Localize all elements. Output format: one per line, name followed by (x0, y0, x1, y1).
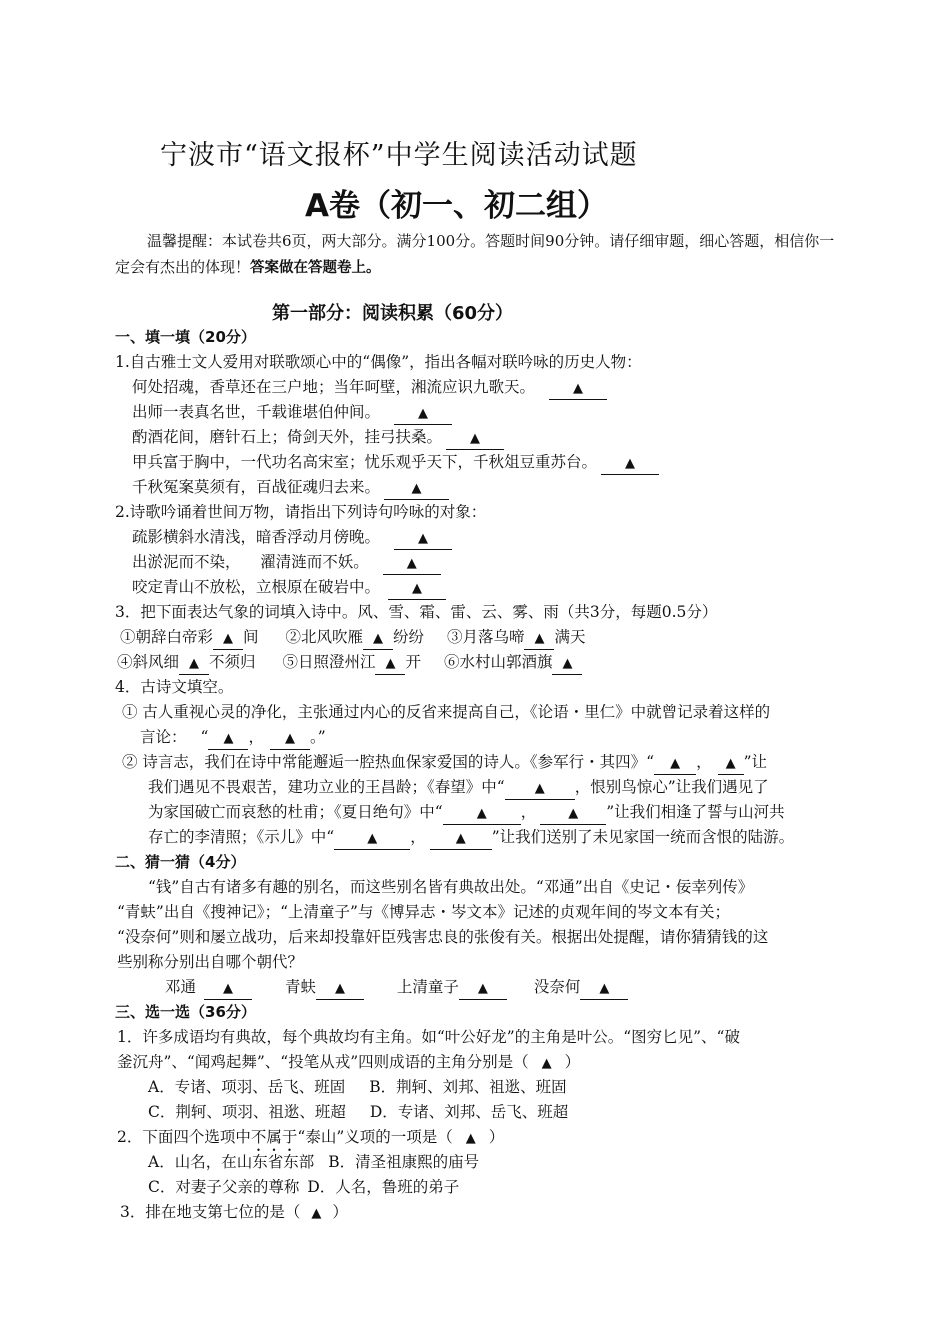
q4-p2-text2-end: ，恨别鸟惊心”让我们遇见了 (574, 778, 769, 796)
s3-q1-stem2 (117, 1050, 580, 1076)
q2-line-1 (132, 525, 452, 550)
q3-item-4-post: 不须归 (209, 653, 256, 671)
section1-heading: 一、填一填（20分） (115, 328, 256, 346)
answer-blank[interactable] (179, 652, 209, 675)
blank-mark: ▲ (223, 631, 234, 646)
blank-mark: ▲ (367, 831, 378, 846)
answer-blank[interactable] (375, 652, 405, 675)
answer-blank[interactable] (394, 402, 452, 425)
q1-line-2 (132, 400, 452, 425)
answer-blank[interactable] (394, 527, 452, 550)
q2-stem: 2.诗歌吟诵着世间万物，请指出下列诗句吟咏的对象： (115, 503, 487, 521)
blank-mark: ▲ (372, 631, 383, 646)
answer-blank[interactable] (383, 552, 441, 575)
q3-item-6-pre: ⑥水村山郭酒旗 (443, 653, 553, 671)
answer-blank[interactable] (654, 752, 696, 775)
q2-line-2 (132, 550, 441, 575)
option-a[interactable]: A．专诸、项羽、岳飞、班固 (148, 1078, 346, 1096)
blank-mark: ▲ (418, 406, 429, 421)
answer-blank[interactable] (552, 652, 582, 675)
q1-line-4-text: 甲兵富于胸中，一代功名高宋室；忧乐观乎天下，千秋俎豆重苏台。 (132, 453, 598, 471)
q1-line-3 (132, 425, 504, 450)
q4-p2-text2: 我们遇见不畏艰苦，建功立业的王昌龄；《春望》中“ (148, 778, 505, 796)
s2-para-line3: “没奈何”则和屡立战功，后来却投靠奸臣残害忠良的张俊有关。根据出处提醒，请你猜猜钱的这 (117, 928, 769, 946)
answer-blank[interactable] (718, 752, 744, 775)
s3-q1-stem2-text: 釜沉舟”、“闻鸡起舞”、“投笔从戎”四则成语的主角分别是（ (117, 1053, 529, 1071)
blank-mark: ▲ (670, 756, 681, 771)
option-a[interactable]: A．山名，在山东省东部 (148, 1153, 315, 1171)
blank-mark: ▲ (573, 381, 584, 396)
s3-q1-stem1: 1．许多成语均有典故，每个典故均有主角。如“叶公好龙”的主角是叶公。“图穷匕见”、“破 (117, 1028, 740, 1046)
blank-mark: ▲ (223, 981, 234, 996)
notice-text: 温馨提醒：本试卷共6页，两大部分。满分100分。答题时间90分钟。请仔细审题，细心答题，相信你一定会有杰出的体现！ (115, 232, 835, 276)
s3-q3-stem-end: ） (332, 1203, 348, 1221)
answer-blank[interactable] (334, 827, 410, 850)
q4-p2-text1: ② 诗言志，我们在诗中常能邂逅一腔热血保家爱国的诗人。《参军行・其四》“ (122, 753, 655, 771)
s3-q2-stem-post: “泰山”义项的一项是（ (297, 1128, 453, 1146)
s3-q3-stem-text: 3．排在地支第七位的是（ (120, 1203, 301, 1221)
blank-mark: ▲ (412, 581, 423, 596)
q3-item-1-pre: ①朝辞白帝彩 (120, 628, 214, 646)
option-b[interactable]: B．荆轲、刘邦、祖逖、班固 (369, 1078, 567, 1096)
blank-mark: ▲ (334, 981, 345, 996)
answer-blank[interactable] (363, 627, 393, 650)
q3-item-2-post: 纷纷 (392, 628, 424, 646)
q2-line-3-text: 咬定青山不放松，立根原在破岩中。 (132, 578, 381, 596)
blank-mark: ▲ (562, 656, 573, 671)
s3-q2-row1 (148, 1150, 479, 1174)
s3-q2-emphasis: 不属于 (250, 1128, 298, 1146)
s2-para-line2: “青蚨”出自《搜神记》；“上清童子”与《博异志・岑文本》记述的贞观年间的岑文本有关； (117, 903, 730, 921)
q4-p2-text1-end: ”让 (743, 753, 768, 771)
blank-mark: ▲ (470, 431, 481, 446)
answer-mark[interactable]: ▲ (541, 1056, 552, 1071)
q4-stem: 4．古诗文填空。 (115, 678, 234, 696)
q3-item-3-pre: ③月落乌啼 (446, 628, 525, 646)
s2-para-line4: 些别称分别出自哪个朝代？ (117, 953, 304, 971)
q3-item-1-post: 间 (243, 628, 259, 646)
answer-blank[interactable] (270, 727, 310, 750)
q4-p2-line4: 存亡的李清照；《示儿》中“ ▲ ， ▲ ”让我们送别了未见家国一统而含恨的陆游。 (148, 825, 794, 850)
answer-blank[interactable] (459, 977, 507, 1000)
q4-p2-text4: 存亡的李清照；《示儿》中“ (148, 828, 335, 846)
q2-line-3 (132, 575, 446, 600)
option-d[interactable]: D．人名，鲁班的弟子 (307, 1178, 460, 1196)
q1-line-1 (132, 375, 607, 400)
q3-stem: 3．把下面表达气象的词填入诗中。风、雪、霜、雷、云、雾、雨（共3分，每题0.5分） (115, 603, 718, 621)
answer-blank[interactable] (384, 477, 449, 500)
blank-mark: ▲ (476, 806, 487, 821)
option-d[interactable]: D．专诸、刘邦、岳飞、班超 (369, 1103, 569, 1121)
option-c[interactable]: C．荆轲、项羽、祖逖、班超 (148, 1103, 346, 1121)
blank-mark: ▲ (189, 656, 200, 671)
answer-blank[interactable] (601, 452, 659, 475)
blank-mark: ▲ (411, 481, 422, 496)
s3-q2-stem-end: ） (488, 1128, 505, 1146)
answer-blank[interactable] (505, 777, 575, 800)
q4-p2-text4-end: ”让我们送别了未见家国一统而含恨的陆游。 (491, 828, 795, 846)
blank-mark: ▲ (477, 981, 488, 996)
answer-mark[interactable]: ▲ (311, 1206, 322, 1221)
answer-blank[interactable] (446, 427, 504, 450)
q3-item-4-pre: ④斜风细 (117, 653, 180, 671)
blank-mark: ▲ (455, 831, 466, 846)
q1-line-2-text: 出师一表真名世，千载谁堪伯仲间。 (132, 403, 381, 421)
s3-q1-row1 (148, 1075, 567, 1099)
s2-para-line1: “钱”自古有诸多有趣的别名，而这些别名皆有典故出处。“邓通”出自《史记・佞幸列传》 (148, 878, 754, 896)
blank-mark: ▲ (385, 656, 396, 671)
q4-p1-label: 言论： (140, 728, 187, 746)
answer-blank[interactable] (580, 977, 628, 1000)
answer-blank[interactable] (316, 977, 364, 1000)
q3-item-5-post: 开 (405, 653, 421, 671)
q4-p1-line2: 言论： “ ▲ ， ▲ 。” (140, 725, 326, 750)
blank-mark: ▲ (223, 731, 234, 746)
q1-stem: 1.自古雅士文人爱用对联歌颂心中的“偶像”，指出各幅对联吟咏的历史人物： (115, 353, 642, 371)
s2-item-2: 青蚨 (284, 978, 316, 996)
q4-p2-line3: 为家国破亡而哀愁的杜甫；《夏日绝句》中“ ▲ ， ▲ ”让我们相逢了誓与山河共 (148, 800, 785, 825)
answer-blank[interactable] (549, 377, 607, 400)
answer-blank[interactable] (443, 802, 521, 825)
blank-mark: ▲ (599, 981, 610, 996)
q3-item-3-post: 满天 (554, 628, 586, 646)
blank-mark: ▲ (625, 456, 636, 471)
answer-blank[interactable] (208, 727, 248, 750)
answer-blank[interactable] (540, 802, 606, 825)
option-b[interactable]: B．清圣祖康熙的庙号 (328, 1153, 480, 1171)
option-c[interactable]: C．对妻子父亲的尊称 (148, 1178, 300, 1196)
page-title: 宁波市“语文报杯”中学生阅读活动试题 (160, 140, 638, 171)
q1-line-4 (132, 450, 659, 475)
s2-item-4: 没奈何 (533, 978, 581, 996)
q4-p2-text3-end: ”让我们相逢了誓与山河共 (606, 803, 785, 821)
s3-q2-stem-pre: 2．下面四个选项中 (117, 1128, 251, 1146)
q4-p2-text3: 为家国破亡而哀愁的杜甫；《夏日绝句》中“ (148, 803, 443, 821)
q3-item-5-pre: ⑤日照澄州江 (282, 653, 376, 671)
answer-blank[interactable] (204, 977, 252, 1000)
notice-paragraph (115, 228, 840, 281)
blank-mark: ▲ (534, 631, 545, 646)
part-heading: 第一部分：阅读积累（60分） (272, 303, 514, 324)
blank-mark: ▲ (568, 806, 579, 821)
section3-heading: 三、选一选（36分） (115, 1003, 256, 1021)
s3-q2-row2 (148, 1175, 459, 1199)
q3-item-2-pre: ②北风吹雁 (285, 628, 363, 646)
blank-mark: ▲ (284, 731, 295, 746)
q1-line-5 (132, 475, 449, 500)
q3-row-2 (117, 650, 582, 675)
answer-mark[interactable]: ▲ (465, 1131, 476, 1146)
s2-item-1: 邓通 (165, 978, 197, 996)
section2-heading: 二、猜一猜（4分） (115, 853, 246, 871)
q1-line-5-text: 千秋冤案莫须有，百战征魂归去来。 (132, 478, 381, 496)
q1-line-1-text: 何处招魂，香草还在三户地；当年呵壁，湘流应识九歌天。 (132, 378, 536, 396)
blank-mark: ▲ (406, 556, 417, 571)
blank-mark: ▲ (725, 756, 736, 771)
blank-mark: ▲ (418, 531, 429, 546)
page-subtitle: A卷（初一、初二组） (305, 188, 608, 224)
answer-blank[interactable] (430, 827, 492, 850)
s3-q1-row2 (148, 1100, 568, 1124)
s3-q3-stem (120, 1200, 348, 1226)
answer-blank[interactable] (388, 577, 446, 600)
q2-line-1-text: 疏影横斜水清浅，暗香浮动月傍晚。 (132, 528, 381, 546)
q1-line-3-text: 酌酒花间，磨针石上；倚剑天外，挂弓扶桑。 (132, 428, 443, 446)
q4-p2-line1: ② 诗言志，我们在诗中常能邂逅一腔热血保家爱国的诗人。《参军行・其四》“ ▲ ， ▲ ”让 (122, 750, 767, 775)
blank-mark: ▲ (534, 781, 545, 796)
s2-item-3: 上清童子 (396, 978, 459, 996)
s3-q1-stem2-end: ） (564, 1053, 581, 1071)
answer-blank[interactable] (213, 627, 243, 650)
q4-p1-line1: ① 古人重视心灵的净化，主张通过内心的反省来提高自己，《论语・里仁》中就曾记录着这样的 (122, 703, 771, 721)
answer-blank[interactable] (524, 627, 554, 650)
q2-line-2-text: 出淤泥而不染， 濯清涟而不妖。 (132, 553, 369, 571)
notice-bold: 答案做在答题卷上。 (250, 260, 381, 276)
q3-row-1 (120, 625, 585, 650)
s2-answers (165, 975, 628, 1000)
q4-p2-line2 (148, 775, 769, 800)
